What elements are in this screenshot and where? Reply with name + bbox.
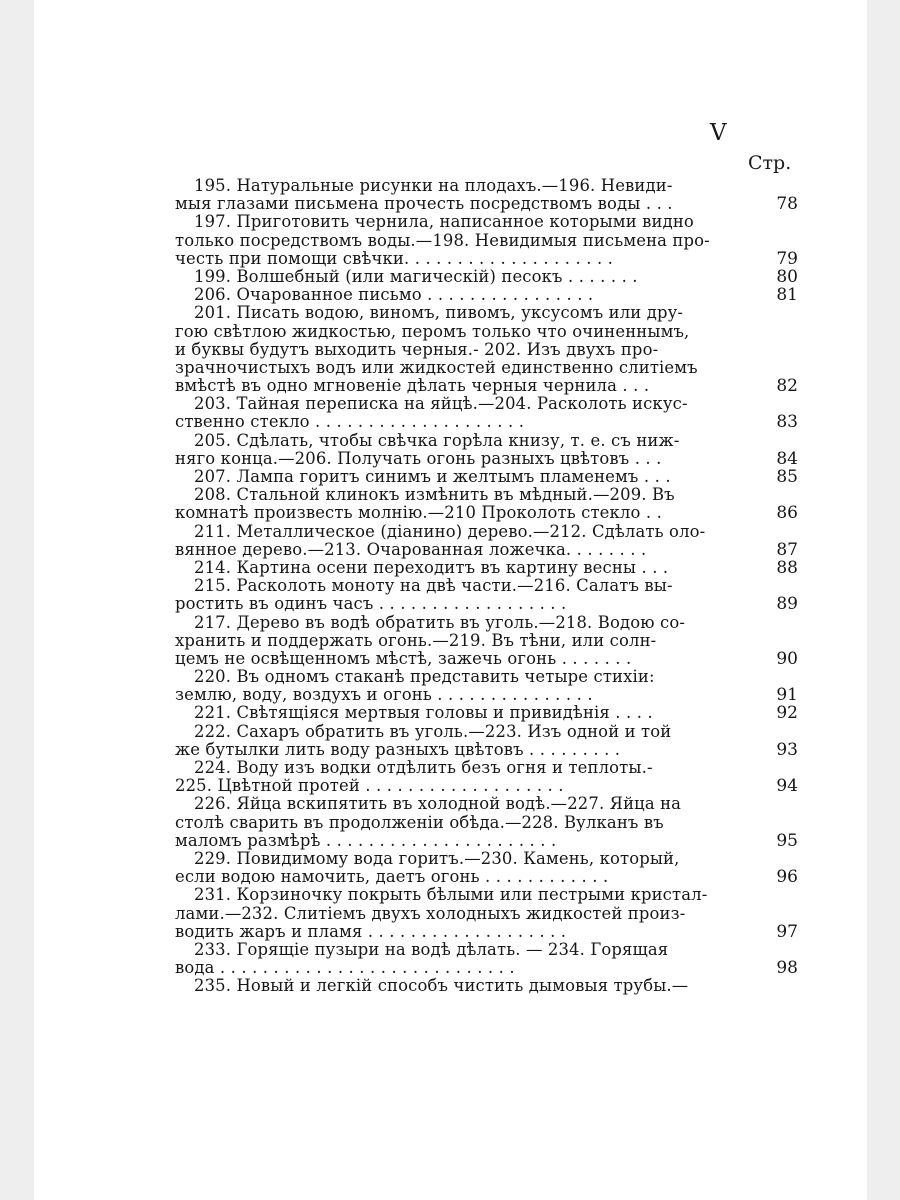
toc-page-number: 90: [776, 648, 798, 669]
toc-page-number: 87: [776, 539, 798, 560]
toc-entry-line: и буквы будутъ выходить черныя.- 202. Изъ двухъ про-: [175, 340, 659, 359]
toc-entry-line: зрачночистыхъ водъ или жидкостей единственно слитіемъ: [175, 358, 698, 377]
toc-entry: [175, 977, 798, 995]
toc-entry-line: 205. Сдѣлать, чтобы свѣчка горѣла книзу, т. е. съ ниж-: [194, 431, 680, 450]
toc-page-number: 92: [776, 703, 798, 724]
toc-entry-line: 207. Лампа горитъ синимъ и желтымъ пламенемъ . . .: [194, 468, 671, 486]
toc-entry-line: 214. Картина осени переходитъ въ картину весны . . .: [194, 558, 669, 577]
book-page: [34, 0, 867, 1200]
toc-entry-line: водить жаръ и пламя . . . . . . . . . . . . . . . . . . .: [175, 922, 567, 941]
toc-entry-line: если водою намочить, даетъ огонь . . . . . . . . . . . .: [175, 868, 609, 887]
toc-entry-line: вмѣстѣ въ одно мгновеніе дѣлать черныя чернила . . .: [175, 377, 650, 396]
toc-entry-line: 206. Очарованное письмо . . . . . . . . . . . . . . . .: [194, 286, 594, 305]
table-of-contents: [175, 177, 798, 995]
toc-entry-line: 235. Новый и легкій способъ чистить дымовыя трубы.—: [194, 977, 689, 996]
toc-entry: [175, 468, 798, 486]
toc-entry-line: ростить въ одинъ часъ . . . . . . . . . . . . . . . . . .: [175, 595, 567, 614]
toc-entry: [175, 432, 798, 468]
toc-entry-line: 211. Металлическое (діанино) дерево.—212. Сдѣлать оло-: [194, 522, 706, 541]
toc-entry: [175, 177, 798, 213]
toc-entry-line: 229. Повидимому вода горитъ.—230. Камень, который,: [194, 849, 680, 868]
toc-entry-line: 201. Писать водою, виномъ, пивомъ, уксусомъ или дру-: [194, 304, 684, 323]
toc-page-number: 98: [776, 958, 798, 979]
toc-page-number: 81: [776, 285, 798, 306]
toc-entry-line: няго конца.—206. Получать огонь разныхъ цвѣтовъ . . .: [175, 449, 662, 468]
toc-page-number: 82: [776, 376, 798, 397]
toc-entry-line: ственно стекло . . . . . . . . . . . . . . . . . . . .: [175, 413, 525, 432]
toc-entry: [175, 213, 798, 268]
toc-page-number: 93: [776, 739, 798, 760]
toc-entry: [175, 941, 798, 977]
toc-entry: [175, 523, 798, 559]
toc-page-number: 85: [776, 466, 798, 487]
toc-entry-line: 220. Въ одномъ стаканѣ представить четыре стихіи:: [194, 668, 655, 687]
toc-page-number: 95: [776, 830, 798, 851]
toc-entry-line: маломъ размѣрѣ . . . . . . . . . . . . . . . . . . . . . .: [175, 831, 557, 850]
toc-entry-line: честь при помощи свѣчки. . . . . . . . . . . . . . . . . . . .: [175, 249, 614, 268]
toc-entry-line: столѣ сварить въ продолженіи обѣда.—228. Вулканъ въ: [175, 813, 664, 832]
toc-entry: [175, 723, 798, 759]
toc-entry-line: 195. Натуральные рисунки на плодахъ.—196. Невиди-: [194, 177, 673, 195]
toc-entry-line: 224. Воду изъ водки отдѣлить безъ огня и теплоты.-: [194, 759, 653, 777]
toc-entry: [175, 577, 798, 613]
toc-entry-line: вода . . . . . . . . . . . . . . . . . . . . . . . . . . . .: [175, 959, 515, 978]
toc-entry-line: 208. Стальной клинокъ измѣнить въ мѣдный.—209. Въ: [194, 486, 675, 505]
toc-entry: [175, 286, 798, 304]
toc-entry: [175, 850, 798, 886]
toc-entry-line: только посредствомъ воды.—198. Невидимыя письмена про-: [175, 231, 710, 250]
toc-entry-line: землю, воду, воздухъ и огонь . . . . . . . . . . . . . . .: [175, 686, 593, 705]
toc-entry-line: 221. Свѣтящіяся мертвыя головы и привидѣнія . . . .: [194, 704, 653, 723]
toc-entry-line: цемъ не освѣщенномъ мѣстѣ, зажечь огонь . . . . . . .: [175, 649, 632, 668]
toc-entry-line: 215. Расколоть моноту на двѣ части.—216. Салатъ вы-: [194, 577, 673, 596]
toc-entry-line: 203. Тайная переписка на яйцѣ.—204. Расколоть искус-: [194, 395, 688, 414]
toc-entry: [175, 759, 798, 795]
toc-page-number: 96: [776, 867, 798, 888]
toc-entry: [175, 486, 798, 522]
toc-entry-line: мыя глазами письмена прочесть посредствомъ воды . . .: [175, 195, 673, 214]
toc-page-number: 88: [776, 557, 798, 578]
toc-entry-line: 226. Яйца вскипятить въ холодной водѣ.—227. Яйца на: [194, 795, 682, 814]
toc-entry-line: же бутылки лить воду разныхъ цвѣтовъ . . . . . . . . .: [175, 740, 621, 759]
toc-page-number: 80: [776, 266, 798, 287]
toc-page-number: 97: [776, 921, 798, 942]
toc-entry-line: 222. Сахаръ обратить въ уголь.—223. Изъ одной и той: [194, 722, 672, 741]
toc-entry-line: 233. Горящіе пузыри на водѣ дѣлать. — 234. Горящая: [194, 940, 669, 959]
toc-page-number: 83: [776, 412, 798, 433]
toc-entry-line: хранить и поддержать огонь.—219. Въ тѣни, или солн-: [175, 631, 657, 650]
toc-entry: [175, 304, 798, 395]
toc-entry: [175, 268, 798, 286]
toc-page-number: 84: [776, 448, 798, 469]
toc-page-number: 94: [776, 776, 798, 797]
toc-entry-line: 225. Цвѣтной протей . . . . . . . . . . . . . . . . . . .: [175, 777, 564, 796]
toc-page-number: 78: [776, 194, 798, 215]
toc-entry-line: 199. Волшебный (или магическій) песокъ . . . . . . .: [194, 267, 638, 286]
toc-entry: [175, 668, 798, 704]
toc-entry-line: 217. Дерево въ водѣ обратить въ уголь.—218. Водою со-: [194, 613, 686, 632]
page-folio: V: [710, 120, 727, 146]
toc-page-number: 89: [776, 594, 798, 615]
toc-entry-line: лами.—232. Слитіемъ двухъ холодныхъ жидкостей произ-: [175, 904, 686, 923]
toc-page-number: 86: [776, 503, 798, 524]
toc-page-number: 91: [776, 685, 798, 706]
toc-entry-line: гою свѣтлою жидкостью, перомъ только что очиненнымъ,: [175, 322, 690, 341]
toc-entry: [175, 886, 798, 941]
page-column-header: Стр.: [748, 152, 792, 174]
toc-entry: [175, 614, 798, 669]
toc-entry: [175, 795, 798, 850]
toc-entry-line: вянное дерево.—213. Очарованная ложечка. . . . . . . .: [175, 540, 647, 559]
toc-entry-line: комнатѣ произвесть молнію.—210 Проколоть стекло . .: [175, 504, 662, 523]
toc-entry: [175, 395, 798, 431]
toc-entry: [175, 704, 798, 722]
toc-page-number: 79: [776, 248, 798, 269]
toc-entry-line: 197. Приготовить чернила, написанное которыми видно: [194, 213, 694, 232]
toc-entry-line: 231. Корзиночку покрыть бѣлыми или пестрыми кристал-: [194, 886, 708, 905]
toc-entry: [175, 559, 798, 577]
